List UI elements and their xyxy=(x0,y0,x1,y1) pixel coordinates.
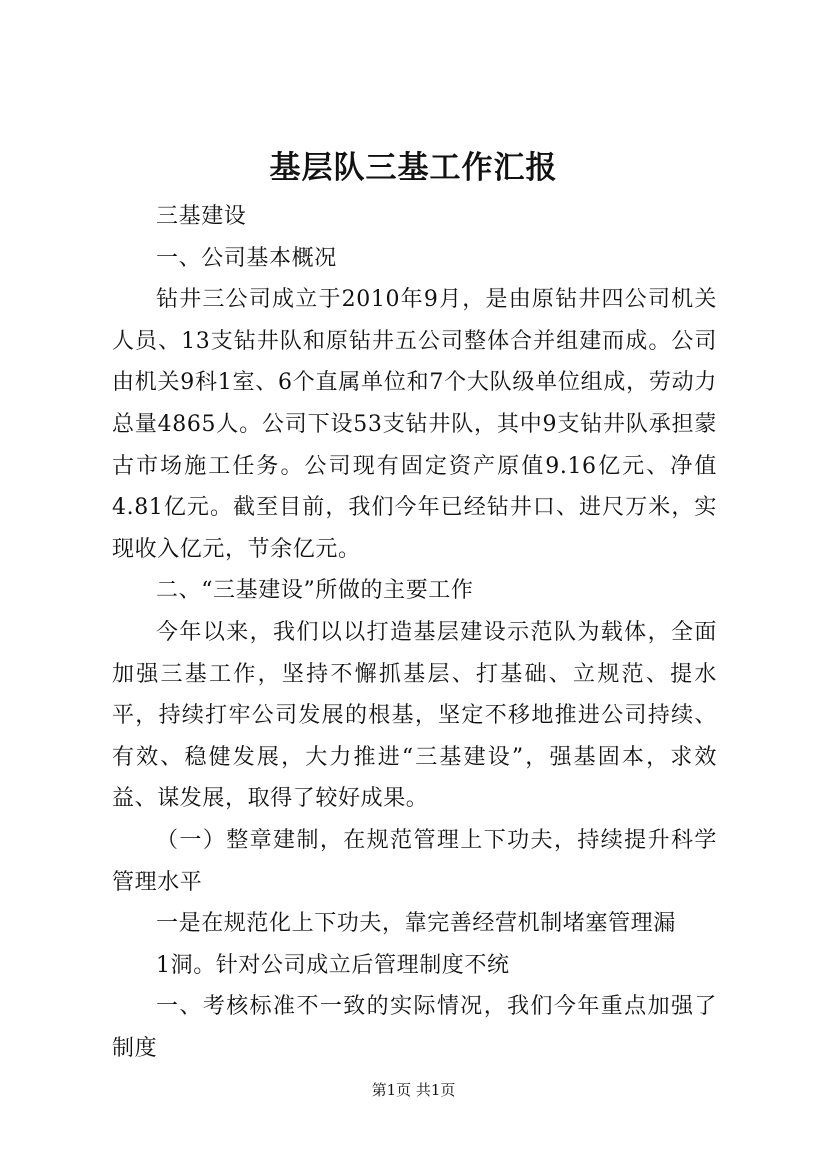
section-heading-three-basics: 三基建设 xyxy=(156,204,247,229)
document-title: 基层队三基工作汇报 xyxy=(269,150,558,186)
section-heading-main-work: 二、“三基建设”所做的主要工作 xyxy=(156,578,474,604)
paragraph-main-work: 今年以来，我们以以打造基层建设示范队为载体，全面加强三基工作，坚持不懈抓基层、打基础、立规范、提水平，持续打牢公司发展的根基，坚定不移地推进公司持续、有效、稳健发展，大力推进“三基建设”，强基固本，求效益、谋发展，取得了较好成果。 xyxy=(112,619,717,812)
paragraph-regulation-1: 一是在规范化上下功夫，靠完善经营机制堵塞管理漏 xyxy=(156,911,676,937)
paragraph-regulation-3: 一、考核标准不一致的实际情况，我们今年重点加强了制度 xyxy=(112,994,717,1061)
paragraph-company-overview: 钻井三公司成立于2010年9月，是由原钻井四公司机关人员、13支钻井队和原钻井五公司整体合并组建而成。公司由机关9科1室、6个直属单位和7个大队级单位组成，劳动力总量4865人。公司下设53支钻井队，其中9支钻井队承担蒙古市场施工任务。公司现有固定资产原值9.16亿元、净值4.81亿元。截至目前，我们今年已经钻井口、进尺万米，实现收入亿元，节余亿元。 xyxy=(112,287,717,562)
page-footer: 第1页 共1页 xyxy=(371,1081,456,1099)
subsection-heading-regulation: （一）整章建制，在规范管理上下功夫，持续提升科学管理水平 xyxy=(112,827,717,895)
paragraph-regulation-2: 1洞。针对公司成立后管理制度不统 xyxy=(156,952,510,978)
section-heading-company-overview: 一、公司基本概况 xyxy=(156,245,337,271)
document-body xyxy=(112,196,717,1069)
